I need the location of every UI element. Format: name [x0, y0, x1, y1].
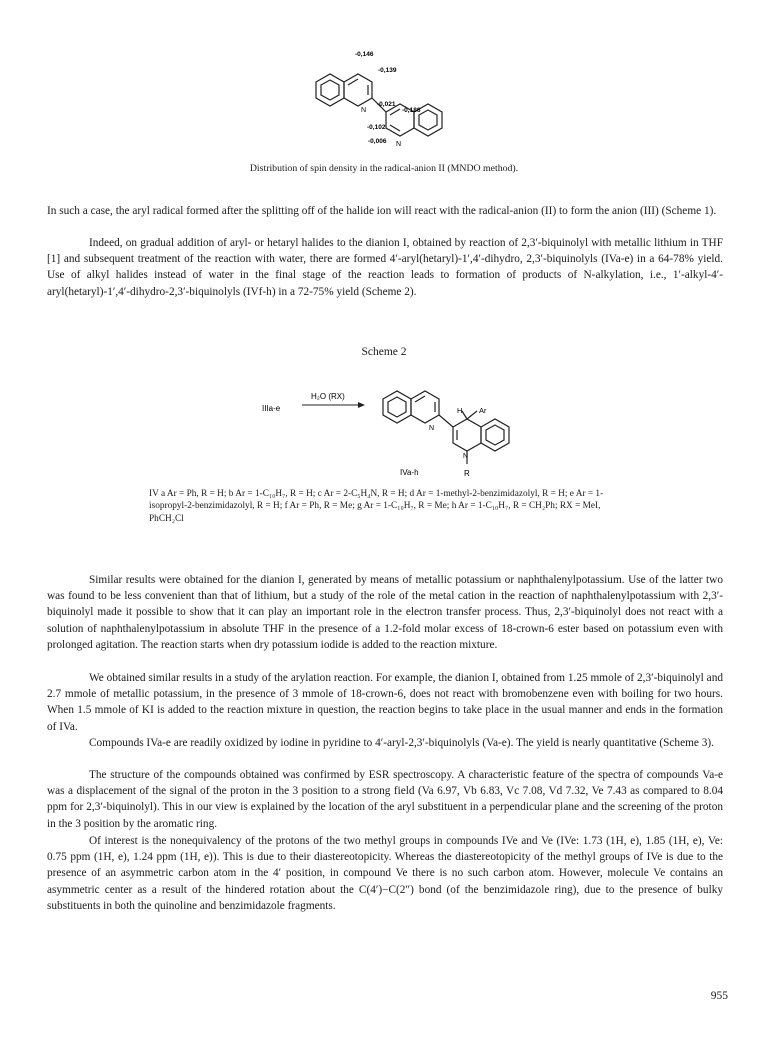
paragraph-3: Similar results were obtained for the dianion I, generated by means of metallic potassium or naphthalenylpotassium. Use of the latter two was found to be less convenient than that of lithium, but a study of the role of the metal cation in the reaction of naphthalenylpotassium with 2,3′-biquinolyl made it possible to show that it can play an important role in the electron transfer process. Thus, 2,3′-biquinolyl does not react with a solution of naphthalenylpotassium in absolute THF in the presence of a 1.2-fold molar excess of 18-crown-6 ester based on potassium even with prolonged agitation. The reaction starts when dry potassium iodide is added to the reaction mixture.	[47, 574, 723, 651]
page-number: 955	[710, 990, 728, 1002]
ar-label: Ar	[479, 406, 487, 415]
reactant-label: IIIa-e	[262, 404, 281, 413]
scheme-legend: IV a Ar = Ph, R = H; b Ar = 1-C₁₀H₇, R = H; c Ar = 2-C₅H₄N, R = H; d Ar = 1-methyl-2-benzimidazolyl, R = H; e Ar = 1-isopropyl-2-benzimidazolyl, R = H; f Ar = Ph, R = Me; g Ar = 1-C₁₀H₇, R = Me; h Ar = 1-C₁₀H₇, R = CH₂Ph; RX = MeI, PhCH₂Cl	[149, 489, 604, 524]
reagent-label: H₂O (RX)	[311, 392, 345, 401]
spin-label-a: -0,146	[355, 51, 374, 58]
figure-caption: Distribution of spin density in the radical-anion II (MNDO method).	[249, 163, 519, 174]
paragraph-1: In such a case, the aryl radical formed after the splitting off of the halide ion will react with the radical-anion (II) to form the anion (III) (Scheme 1).	[47, 205, 717, 217]
spin-label-c: -0,021	[377, 101, 396, 108]
quinoline-ring-1	[316, 74, 372, 106]
reaction-arrow	[302, 402, 365, 408]
paragraph-7: Of interest is the nonequivalency of the protons of the two methyl groups in compounds IVe and Ve (IVe: 1.73 (1H, e), 1.85 (1H, e), Ve: 0.75 ppm (1H, e), 1.24 ppm (1H, e)). This is due to their diastereotopicity. Whereas the diastereotopicity of the methyl groups of IVe is due to the presence of an asymmetric carbon atom in the 4′ position, in compound Ve there is no such carbon atom. However, molecule Ve contains an asymmetric center as a result of the hindered rotation about the C(4′)−C(2″) bond (of the benzimidazole ring), due to the presence of bulky substituents in both the quinoline and benzimidazole fragments.	[47, 835, 723, 912]
n-label-dihydro: N	[463, 453, 469, 460]
product-label: IVa-h	[400, 468, 419, 477]
nitrogen-label-1: N	[361, 107, 367, 114]
scheme-title: Scheme 2	[361, 346, 407, 358]
r-label: R	[464, 469, 470, 478]
n-label-quinoline: N	[429, 425, 435, 432]
product-dihydroquinoline-ring	[453, 411, 509, 464]
paragraph-2: Indeed, on gradual addition of aryl- or hetaryl halides to the dianion I, obtained by reaction of 2,3′-biquinolyl with metallic lithium in THF [1] and subsequent treatment of the reaction with water, there are formed 4′-aryl(hetaryl)-1′,4′-dihydro, 2,3′-biquinolyls (IVa-e) in a 64-78% yield. Use of alkyl halides instead of water in the final stage of the reaction leads to formation of products of N-alkylation, i.e., 1′-alkyl-4′-aryl(hetaryl)-1′,4′-dihydro-2,3′-biquinolyls (IVf-h) in a 72-75% yield (Scheme 2).	[47, 237, 723, 298]
paragraph-4: We obtained similar results in a study of the arylation reaction. For example, the dianion I, obtained from 1.25 mmole of 2,3′-biquinolyl and 2.7 mmole of metallic potassium, in the presence of 3 mmole of 18-crown-6, does not react with bromobenzene even with boiling for two hours. When 1.5 mmole of KI is added to the reaction mixture in question, the reaction begins to take place in the usual manner and ends in the formation of IVa.	[47, 672, 723, 733]
spin-label-b: -0,139	[378, 67, 397, 74]
spin-label-d: -0,186	[402, 107, 421, 114]
product-quinoline-ring	[383, 391, 439, 423]
paragraph-6: The structure of the compounds obtained was confirmed by ESR spectroscopy. A characteristic feature of the spectra of compounds Va-e was a displacement of the signal of the proton in the 3 position to a strong field (Va 6.97, Vb 6.83, Vc 7.08, Vd 7.32, Ve 7.43 as compared to 8.04 ppm for 2,3′-biquinolyl). This in our view is explained by the location of the aryl substituent in a perpendicular plane and the screening of the proton in the 3 position by the aromatic ring.	[47, 769, 723, 830]
nitrogen-label-2: N	[396, 141, 402, 148]
paragraph-5: Compounds IVa-e are readily oxidized by iodine in pyridine to 4′-aryl-2,3′-biquinolyls (Va-e). The yield is nearly quantitative (Scheme 3).	[89, 737, 714, 749]
h-label: H	[457, 406, 463, 415]
spin-label-f: -0,006	[368, 138, 387, 145]
spin-label-e: -0,102	[367, 124, 386, 131]
